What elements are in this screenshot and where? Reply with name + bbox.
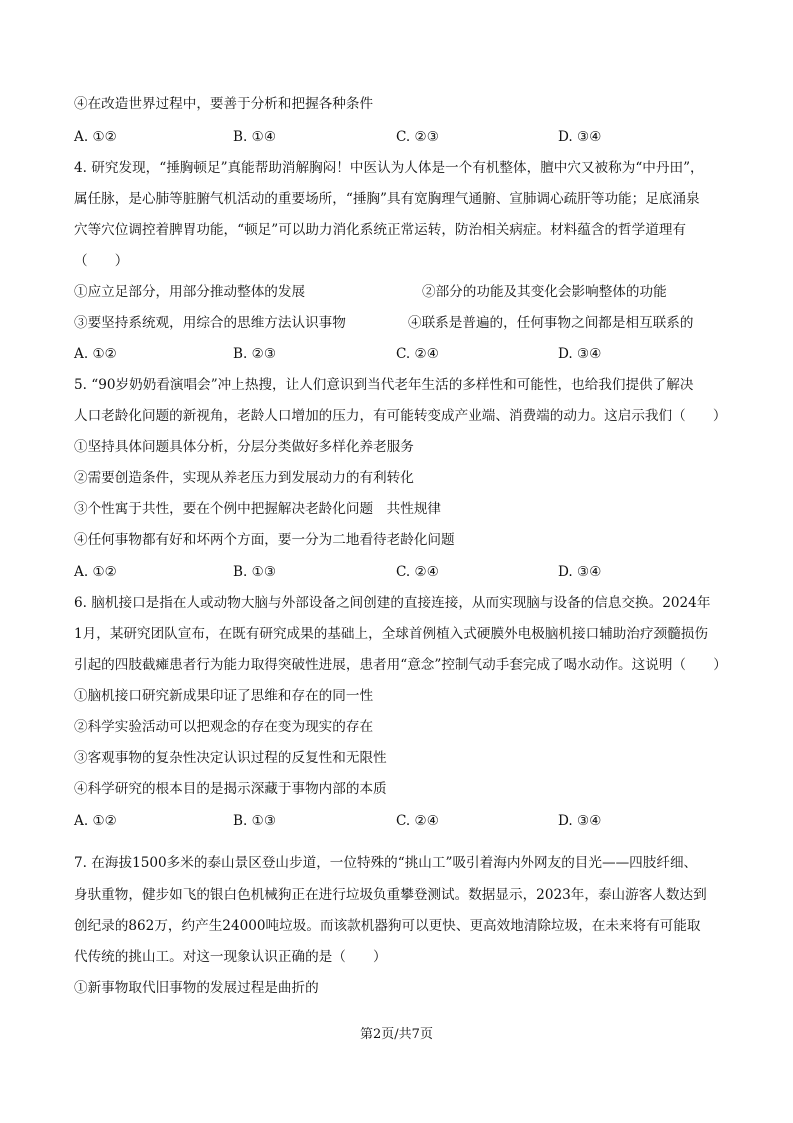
q7-statement-1: ①新事物取代旧事物的发展过程是曲折的 (74, 980, 319, 996)
q4-option-a: A. ①② (74, 346, 117, 362)
q5-statement-2: ②需要创造条件，实现从养老压力到发展动力的有利转化 (74, 470, 414, 486)
q6-statement-2: ②科学实验活动可以把观念的存在变为现实的存在 (74, 719, 374, 735)
q7-stem-line-1: 7. 在海拔1500多米的泰山景区登山步道，一位特殊的“挑山工”吸引着海内外网友的目光——四肢纤细、 (74, 855, 698, 871)
q3-options (74, 127, 734, 147)
q6-statement-4: ④科学研究的根本目的是揭示深藏于事物内部的本质 (74, 781, 387, 797)
q6-option-d: D. ③④ (558, 813, 602, 829)
q4-statements-row-2 (74, 313, 734, 333)
q6-option-a: A. ①② (74, 813, 117, 829)
q4-stem-line-2: 属任脉，是心肺等脏腑气机活动的重要场所，“捶胸”具有宽胸理气通腑、宣肺调心疏肝等功能；足底涌泉 (74, 191, 700, 207)
q3-option-a: A. ①② (74, 129, 117, 145)
q4-stem-line-3: 穴等穴位调控着脾胃功能，“顿足”可以助力消化系统正常运转，防治相关病症。材料蕴含的哲学道理有 (74, 222, 687, 238)
q4-statement-1: ①应立足部分，用部分推动整体的发展 (74, 284, 306, 300)
q4-statement-3: ③要坚持系统观，用综合的思维方法认识事物 (74, 315, 346, 331)
q4-option-b: B. ②③ (233, 346, 277, 362)
q6-stem-line-2: 1月，某研究团队宣布，在既有研究成果的基础上，全球首例植入式硬膜外电极脑机接口辅助治疗颈髓损伤 (74, 626, 708, 642)
q7-stem-line-2: 身驮重物，健步如飞的银白色机械狗正在进行垃圾负重攀登测试。数据显示，2023年，泰山游客人数达到 (74, 887, 707, 903)
q3-option-c: C. ②③ (396, 129, 439, 145)
q6-option-b: B. ①③ (233, 813, 277, 829)
q3-option-d: D. ③④ (558, 129, 602, 145)
q3-option-b: B. ①④ (233, 129, 277, 145)
q5-option-a: A. ①② (74, 564, 117, 580)
q5-statement-4: ④任何事物都有好和坏两个方面，要一分为二地看待老龄化问题 (74, 532, 455, 548)
q5-options (74, 562, 734, 582)
q5-option-c: C. ②④ (396, 564, 439, 580)
q6-statement-3: ③客观事物的复杂性决定认识过程的反复性和无限性 (74, 750, 387, 766)
q3-statement-4: ④在改造世界过程中，要善于分析和把握各种条件 (74, 96, 374, 112)
q5-option-b: B. ①③ (233, 564, 277, 580)
q4-stem-line-1: 4. 研究发现，“捶胸顿足”真能帮助消解胸闷！中医认为人体是一个有机整体，膻中穴又被称为“中丹田”， (74, 160, 704, 176)
q4-options (74, 344, 734, 364)
q6-statement-1: ①脑机接口研究新成果印证了思维和存在的同一性 (74, 688, 374, 704)
q5-stem-line-1: 5. “90岁奶奶看演唱会”冲上热搜，让人们意识到当代老年生活的多样性和可能性，也给我们提供了解决 (74, 377, 694, 393)
q6-stem-line-1: 6. 脑机接口是指在人或动物大脑与外部设备之间创建的直接连接，从而实现脑与设备的信息交换。2024年 (74, 595, 711, 611)
q5-option-d: D. ③④ (558, 564, 602, 580)
q6-options (74, 811, 734, 831)
q4-statement-4: ④联系是普遍的，任何事物之间都是相互联系的 (408, 315, 694, 331)
q4-option-d: D. ③④ (558, 346, 602, 362)
q4-stem-line-4: （ ） (74, 253, 129, 269)
q6-stem-line-3: 引起的四肢截瘫患者行为能力取得突破性进展，患者用“意念”控制气动手套完成了喝水动作。这说明（ ） (74, 657, 727, 673)
q4-option-c: C. ②④ (396, 346, 439, 362)
page-number: 第2页/共7页 (360, 1027, 433, 1042)
q5-statement-3: ③个性寓于共性，要在个例中把握解决老龄化问题 共性规律 (74, 501, 442, 517)
q5-stem-line-2: 人口老龄化问题的新视角，老龄人口增加的压力，有可能转变成产业端、消费端的动力。这启示我们（ ） (74, 408, 727, 424)
q7-stem-line-4: 代传统的挑山工。对这一现象认识正确的是（ ） (74, 949, 387, 965)
q4-statements-row-1 (74, 282, 734, 302)
q6-option-c: C. ②④ (396, 813, 439, 829)
q4-statement-2: ②部分的功能及其变化会影响整体的功能 (422, 284, 667, 300)
q7-stem-line-3: 创纪录的862万，约产生24000吨垃圾。而该款机器狗可以更快、更高效地清除垃圾，在未来将有可能取 (74, 918, 701, 934)
q5-statement-1: ①坚持具体问题具体分析，分层分类做好多样化养老服务 (74, 439, 414, 455)
